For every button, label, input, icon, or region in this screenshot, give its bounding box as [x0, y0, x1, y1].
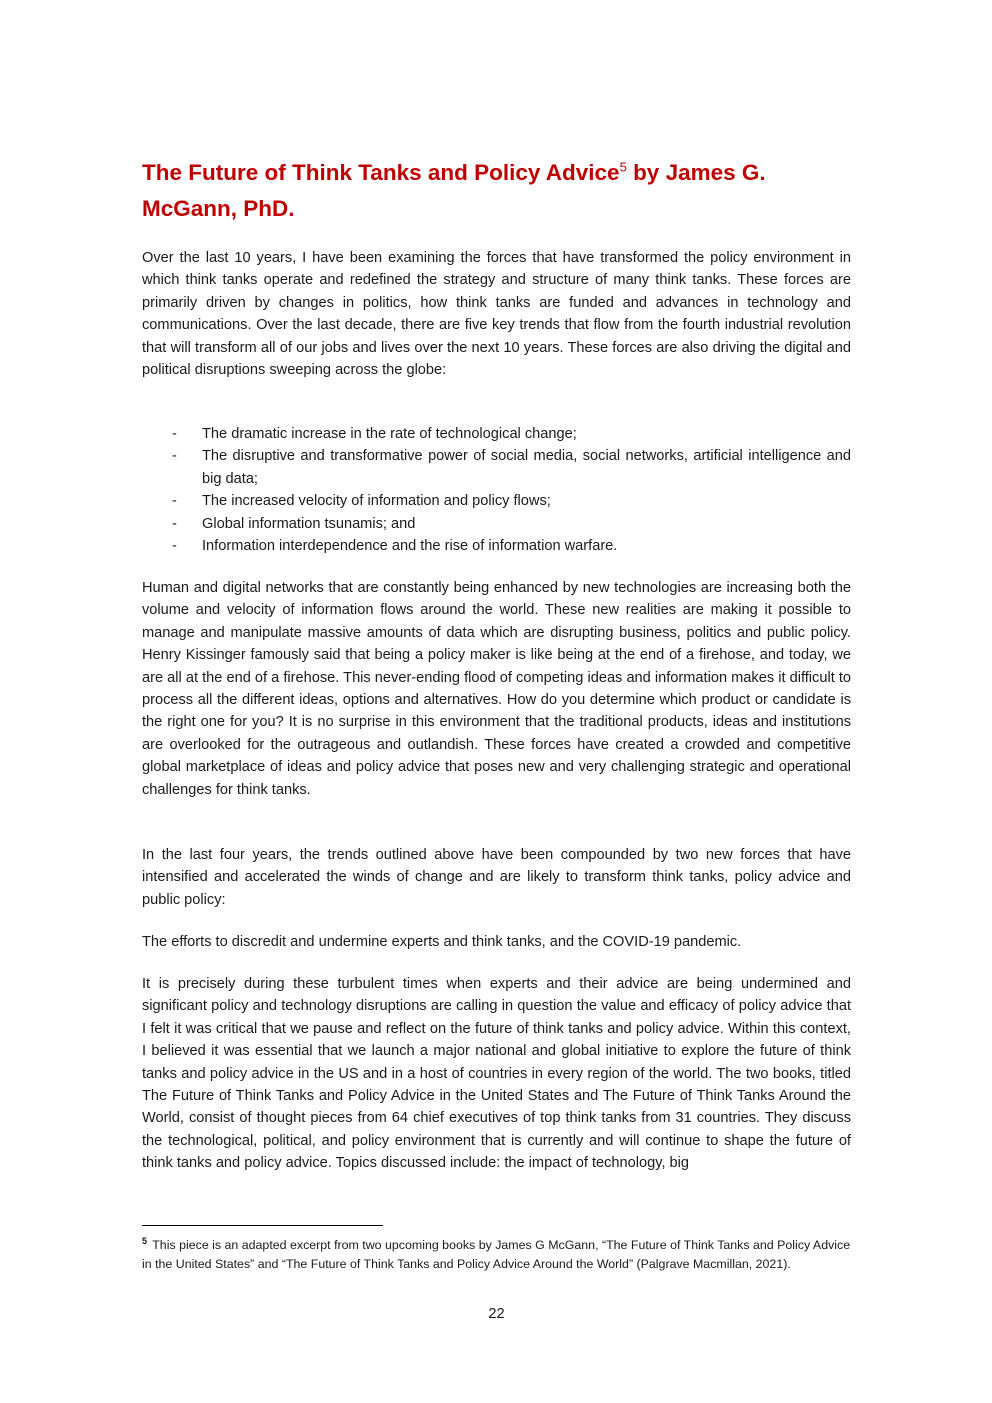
footnote-text: This piece is an adapted excerpt from two upcoming books by James G McGann, “The Future of Think Tanks and Policy Advice in the United States” and “The Future of Think Tanks and Policy Advice Around the World” (Palgrave Macmillan, 2021).	[142, 1238, 851, 1271]
list-item-text: Global information tsunamis; and	[202, 515, 416, 532]
list-item-text: The disruptive and transformative power of social media, social networks, artificial intelligence and big data;	[202, 448, 851, 487]
trend-list	[142, 423, 851, 557]
title-text: The Future of Think Tanks and Policy Advice	[142, 160, 620, 185]
list-bullet-dash: -	[172, 515, 177, 532]
page-number: 22	[488, 1306, 505, 1322]
list-item-text: Information interdependence and the rise of information warfare.	[202, 538, 618, 555]
list-bullet-dash: -	[172, 493, 177, 510]
paragraph-3: In the last four years, the trends outlined above have been compounded by two new forces that have intensified and accelerated the winds of change and are likely to transform think tanks, policy advice and public policy:	[142, 847, 851, 908]
paragraph-4: The efforts to discredit and undermine experts and think tanks, and the COVID-19 pandemic.	[142, 934, 742, 950]
title-author: by James G. McGann, PhD.	[142, 160, 766, 221]
list-item	[142, 445, 851, 490]
footnote-number: 5	[142, 1235, 148, 1246]
footnote	[142, 1236, 851, 1273]
list-item-text: The dramatic increase in the rate of technological change;	[202, 426, 577, 442]
list-item	[142, 513, 851, 535]
list-item	[142, 490, 851, 512]
list-item-text: The increased velocity of information and policy flows;	[202, 493, 551, 510]
title-footnote-ref[interactable]: 5	[619, 159, 627, 175]
paragraph-1: Over the last 10 years, I have been examining the forces that have transformed the policy environment in which think tanks operate and redefined the strategy and structure of many think tanks. These forces are primarily driven by changes in politics, how think tanks are funded and advances in technology and communications. Over the last decade, there are five key trends that flow from the fourth industrial revolution that will transform all of our jobs and lives over the next 10 years. These forces are also driving the digital and political disruptions sweeping across the globe:	[142, 250, 851, 379]
paragraph-5: It is precisely during these turbulent times when experts and their advice are being undermined and significant policy and technology disruptions are calling in question the value and efficacy of policy advice that I felt it was critical that we pause and reflect on the future of think tanks and policy advice. Within this context, I believed it was essential that we launch a major national and global initiative to explore the future of think tanks and policy advice in the US and in a host of countries in every region of the world. The two books, titled The Future of Think Tanks and Policy Advice in the United States and The Future of Think Tanks Around the World, consist of thought pieces from 64 chief executives of top think tanks from 31 countries. They discuss the technological, political, and policy environment that is currently and will continue to shape the future of think tanks and policy advice. Topics discussed include: the impact of technology, big	[142, 976, 851, 1172]
list-item	[142, 535, 851, 557]
list-bullet-dash: -	[172, 448, 177, 465]
list-bullet-dash: -	[172, 426, 177, 442]
paragraph-2: Human and digital networks that are constantly being enhanced by new technologies are increasing both the volume and velocity of information flows around the world. These new realities are making it possible to manage and manipulate massive amounts of data which are disrupting business, politics and public policy. Henry Kissinger famously said that being a policy maker is like being at the end of a firehose, and today, we are all at the end of a firehose. This never-ending flood of competing ideas and information makes it difficult to process all the different ideas, options and alternatives. How do you determine which product or candidate is the right one for you? It is no surprise in this environment that the traditional products, ideas and institutions are overlooked for the outrageous and outlandish. These forces have created a crowded and competitive global marketplace of ideas and policy advice that poses new and very challenging strategic and operational challenges for think tanks.	[142, 580, 851, 798]
list-bullet-dash: -	[172, 538, 177, 555]
article-title	[142, 155, 851, 227]
list-item	[142, 423, 851, 445]
footnote-divider	[142, 1225, 383, 1226]
